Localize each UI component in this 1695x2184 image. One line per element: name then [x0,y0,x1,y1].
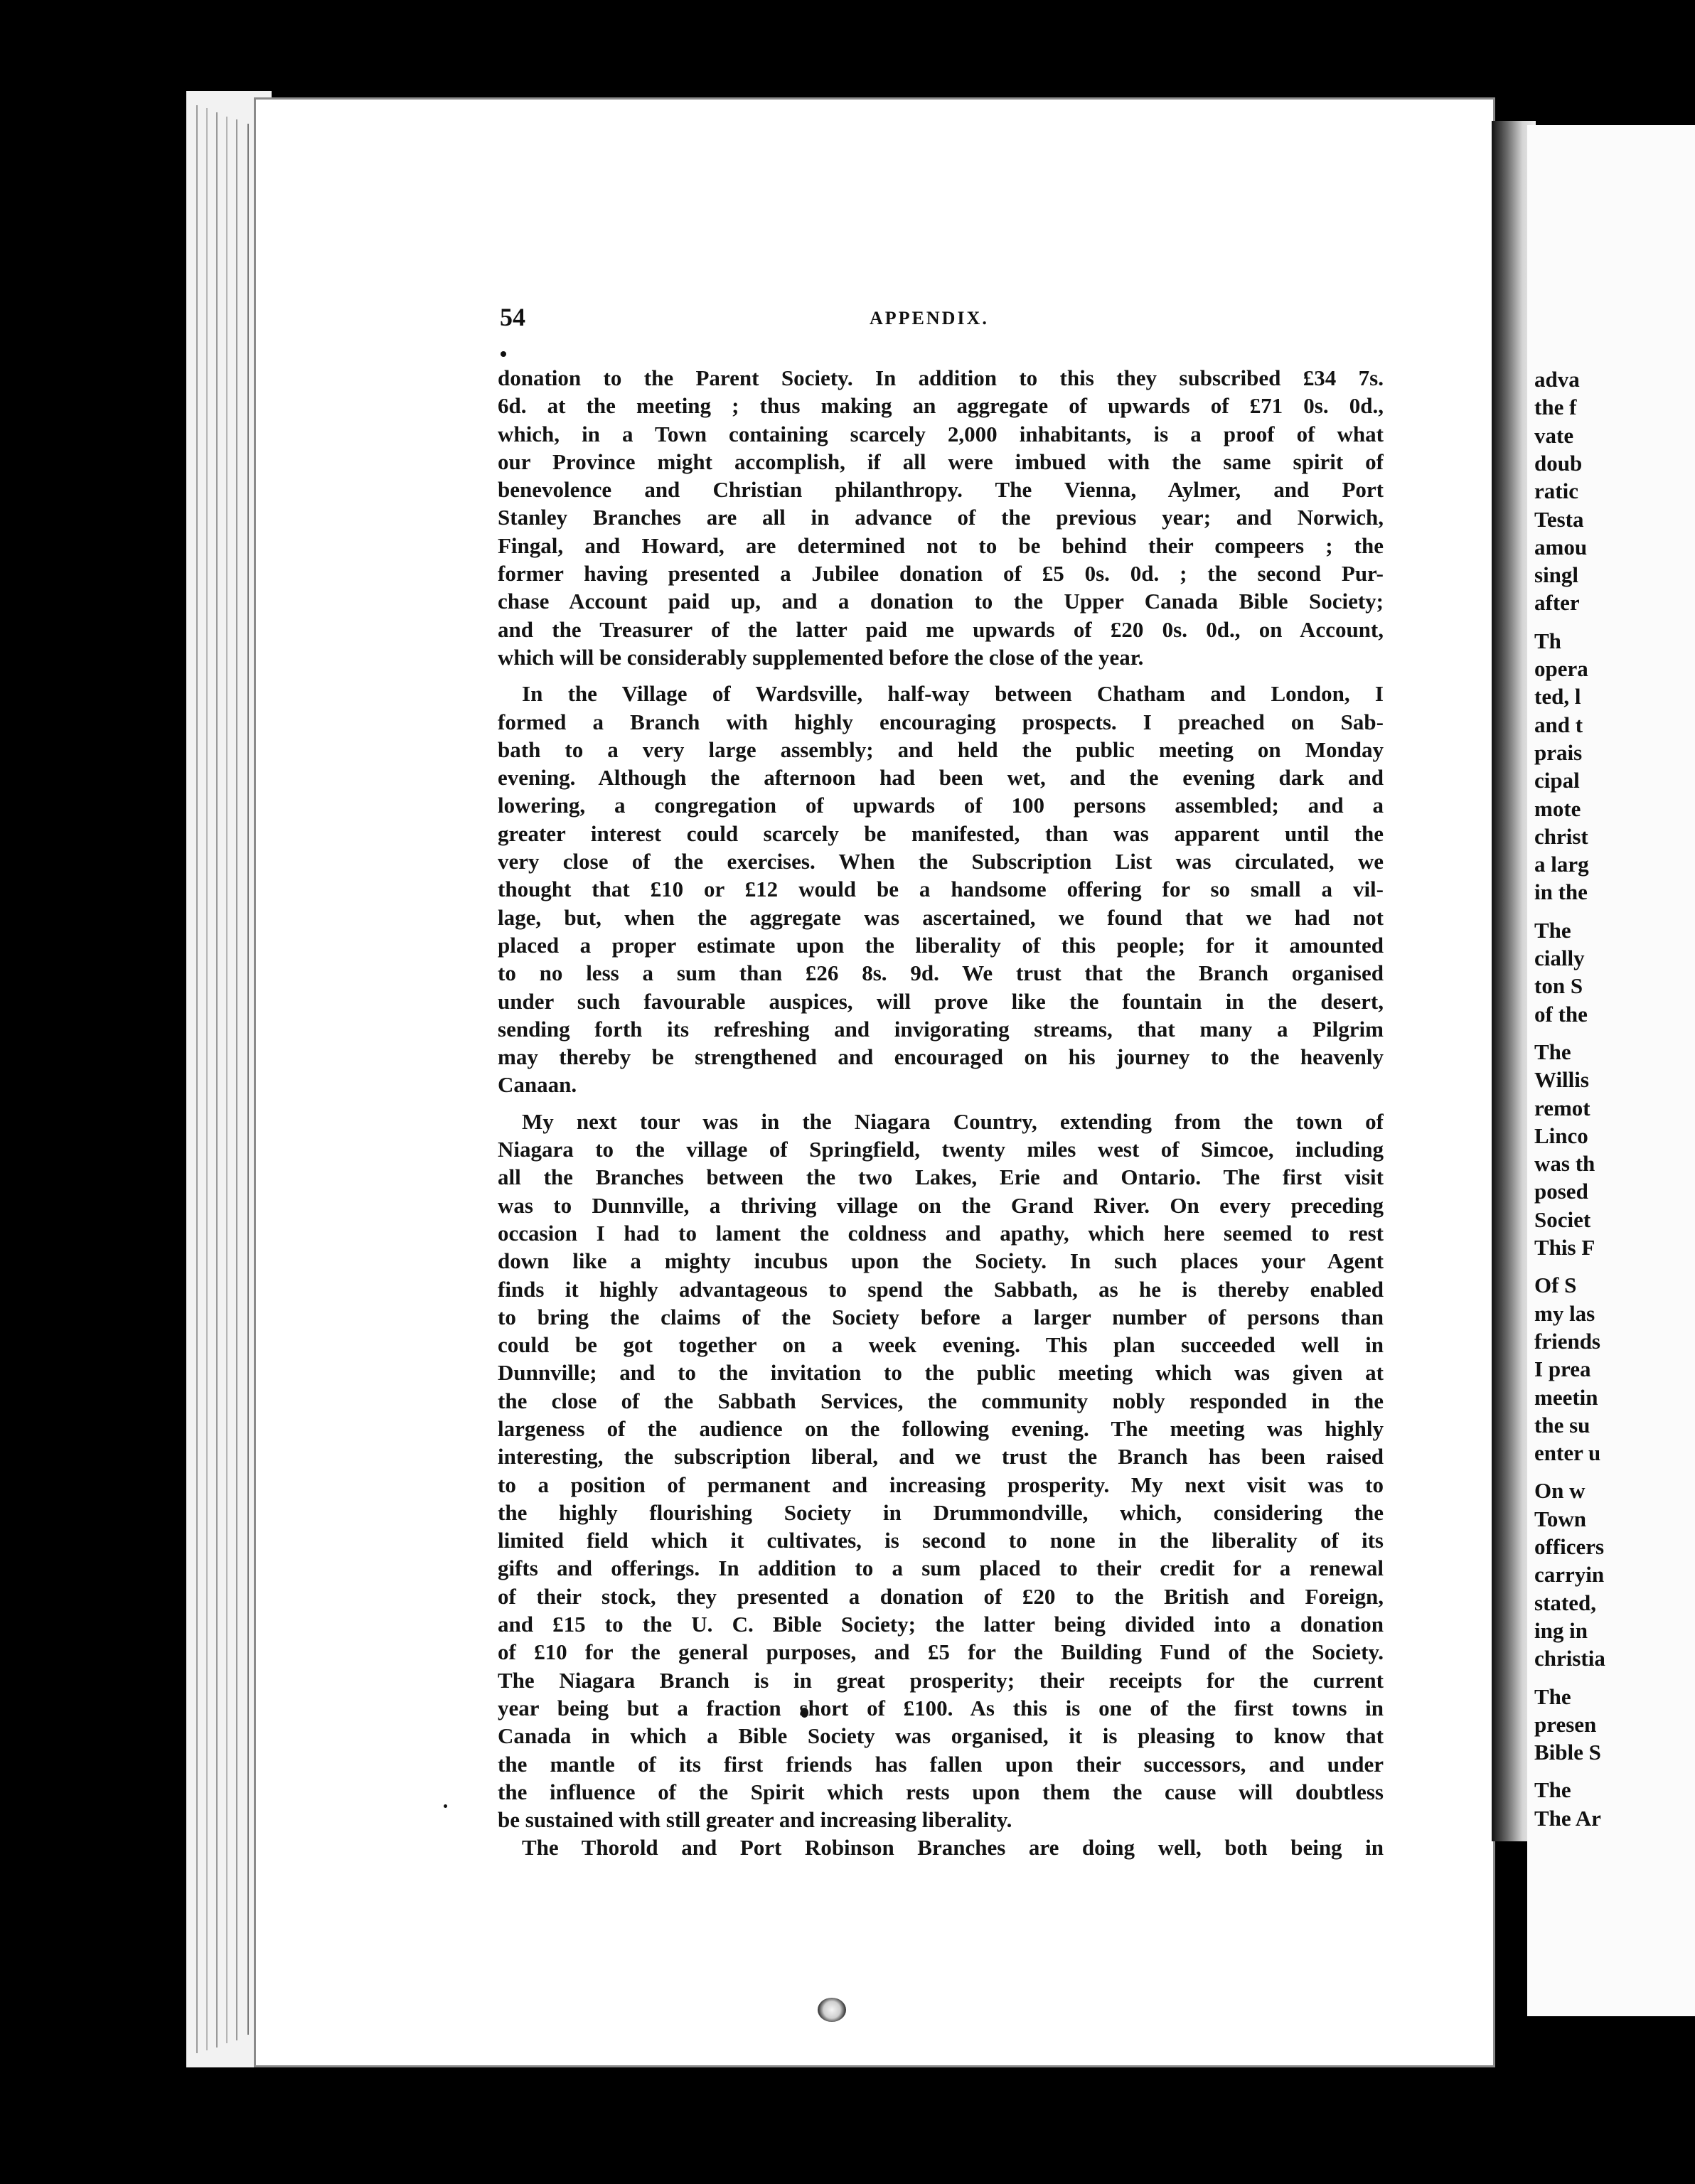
text-line: to a position of permanent and increasing prosperity. My next visit was to [498,1472,1384,1497]
text-line: My next tour was in the Niagara Country, extending from the town of [522,1108,1384,1134]
text-line: Canada in which a Bible Society was organised, it is pleasing to know that [498,1723,1384,1749]
page-edge-line [247,124,249,2035]
text-line: Niagara to the village of Springfield, twenty miles west of Simcoe, including [498,1137,1384,1162]
text-line: under such favourable auspices, will prove like the fountain in the desert, [498,988,1384,1014]
text-line: may thereby be strengthened and encouraged on his journey to the heavenly [498,1044,1384,1070]
text-line: former having presented a Jubilee donation of £5 0s. 0d. ; the second Pur- [498,561,1384,587]
text-line: of their stock, they presented a donation of £20 to the British and Foreign, [498,1583,1384,1609]
text-line: largeness of the audience on the following evening. The meeting was highly [498,1415,1384,1441]
running-head: APPENDIX. [870,308,989,328]
right-page-line-fragment: vate [1534,422,1574,448]
text-line: finds it highly advantageous to spend the Sabbath, as he is thereby enabled [498,1276,1384,1302]
text-line: lage, but, when the aggregate was ascertained, we found that we had not [498,904,1384,930]
right-page-line-fragment: ing in [1534,1617,1588,1643]
text-line: limited field which it cultivates, is second to none in the liberality of its [498,1528,1384,1553]
right-page-line-fragment: ton S [1534,973,1583,999]
text-line: placed a proper estimate upon the liberality of this people; for it amounted [498,932,1384,958]
right-page-line-fragment: opera [1534,656,1588,681]
right-page-line-fragment: stated, [1534,1590,1596,1615]
right-page-line-fragment: Of S [1534,1273,1577,1298]
page-edge-line [196,105,198,2053]
text-line: thought that £10 or £12 would be a handsome offering for so small a vil- [498,877,1384,902]
text-line: In the Village of Wardsville, half-way between Chatham and London, I [522,681,1384,707]
right-page-line-fragment: Town [1534,1506,1586,1531]
text-line: which will be considerably supplemented before the close of the year. [498,644,1144,670]
right-page-line-fragment: singl [1534,562,1579,588]
text-line: donation to the Parent Society. In addition to this they subscribed £34 7s. [498,365,1384,390]
right-page-line-fragment: ratic [1534,478,1578,504]
right-page-line-fragment: The Ar [1534,1805,1601,1831]
text-line: all the Branches between the two Lakes, Erie and Ontario. The first visit [498,1165,1384,1190]
paragraph-gap [498,671,1384,680]
text-line: could be got together on a week evening. This plan succeeded well in [498,1332,1384,1358]
right-page-line-fragment: meetin [1534,1384,1598,1410]
right-page-line-fragment: On w [1534,1478,1586,1504]
text-line: greater interest could scarcely be manifested, than was apparent until the [498,820,1384,846]
text-line: was to Dunnville, a thriving village on the Grand River. On every preceding [498,1192,1384,1218]
right-page-line-fragment: officers [1534,1534,1605,1559]
right-page-line-fragment: presen [1534,1711,1597,1737]
right-page-line-fragment: friends [1534,1328,1600,1354]
text-line: lowering, a congregation of upwards of 100 persons assembled; and a [498,793,1384,818]
text-line: be sustained with still greater and increasing liberality. [498,1807,1012,1833]
right-page-line-fragment: Bible S [1534,1740,1601,1765]
right-page-line-fragment: a larg [1534,852,1589,877]
ink-dot [444,1804,447,1808]
text-line: Fingal, and Howard, are determined not to be behind their compeers ; the [498,532,1384,558]
right-page-line-fragment: Willis [1534,1067,1589,1093]
right-page-line-fragment: Societ [1534,1206,1591,1232]
text-line: interesting, the subscription liberal, and we trust the Branch has been raised [498,1444,1384,1470]
text-line: chase Account paid up, and a donation to the Upper Canada Bible Society; [498,589,1384,614]
right-page-line-fragment: enter u [1534,1440,1601,1466]
text-line: which, in a Town containing scarcely 2,000 inhabitants, is a proof of what [498,421,1384,446]
right-page-line-fragment: The [1534,917,1571,943]
right-page-line-fragment: doub [1534,450,1583,476]
text-line: our Province might accomplish, if all were imbued with the same spirit of [498,449,1384,474]
text-line: gifts and offerings. In addition to a sum placed to their credit for a renewal [498,1556,1384,1581]
right-page-line-fragment: Th [1534,628,1561,653]
right-page-line-fragment: in the [1534,879,1588,905]
text-line: Canaan. [498,1072,577,1098]
text-line: Dunnville; and to the invitation to the public meeting which was given at [498,1360,1384,1386]
right-page-line-fragment: after [1534,590,1580,616]
right-page-line-fragment: Linco [1534,1123,1588,1148]
body-text [498,364,1384,1862]
text-line: bath to a very large assembly; and held the public meeting on Monday [498,737,1384,762]
right-page-line-fragment: and t [1534,712,1583,737]
text-line: The Thorold and Port Robinson Branches are doing well, both being in [522,1835,1384,1861]
right-page-line-fragment: Testa [1534,506,1584,532]
text-line: and £15 to the U. C. Bible Society; the latter being divided into a donation [498,1612,1384,1637]
page-header [500,302,1381,338]
right-page-line-fragment: amou [1534,534,1588,560]
text-line: evening. Although the afternoon had been wet, and the evening dark and [498,765,1384,791]
text-line: formed a Branch with highly encouraging prospects. I preached on Sab- [498,709,1384,734]
text-line: The Niagara Branch is in great prosperity; their receipts for the current [498,1667,1384,1693]
right-page-line-fragment: cipal [1534,768,1580,793]
right-page-line-fragment: remot [1534,1095,1590,1120]
text-line: down like a mighty incubus upon the Society. In such places your Agent [498,1248,1384,1274]
right-page-line-fragment: The [1534,1039,1571,1064]
scanner-artifact [818,1998,846,2022]
page-edge-line [206,108,208,2050]
text-line: year being but a fraction short of £100. As this is one of the first towns in [498,1695,1384,1720]
text-line: to no less a sum than £26 8s. 9d. We trust that the Branch organised [498,960,1384,986]
text-line: 6d. at the meeting ; thus making an aggregate of upwards of £71 0s. 0d., [498,393,1384,419]
text-line: the close of the Sabbath Services, the community nobly responded in the [498,1388,1384,1413]
right-page-line-fragment: was th [1534,1151,1595,1177]
text-line: very close of the exercises. When the Subscription List was circulated, we [498,849,1384,874]
text-line: benevolence and Christian philanthropy. The Vienna, Aylmer, and Port [498,477,1384,503]
right-page-line-fragment: the f [1534,395,1577,420]
right-page-partial [1527,125,1695,2016]
page-number: 54 [500,303,525,331]
text-line: the mantle of its first friends has fallen upon their successors, and under [498,1751,1384,1777]
page-edge-line [216,112,218,2048]
right-page-line-fragment: cially [1534,946,1585,970]
right-page-line-fragment: christia [1534,1646,1605,1671]
right-page-line-fragment: The [1534,1684,1571,1709]
page-edge-line [226,117,228,2043]
right-page-line-fragment: carryin [1534,1562,1605,1588]
text-line: sending forth its refreshing and invigorating streams, that many a Pilgrim [498,1016,1384,1042]
right-page-line-fragment: This F [1534,1235,1595,1260]
right-page-line-fragment: posed [1534,1179,1588,1204]
right-page-line-fragment: I prea [1534,1356,1591,1382]
text-line: to bring the claims of the Society before a larger number of persons than [498,1304,1384,1329]
text-line: of £10 for the general purposes, and £5 for the Building Fund of the Society. [498,1639,1384,1665]
right-page-line-fragment: the su [1534,1412,1590,1438]
right-page-line-fragment: of the [1534,1001,1588,1027]
text-line: and the Treasurer of the latter paid me upwards of £20 0s. 0d., on Account, [498,616,1384,642]
ink-dot [501,351,506,357]
right-page-line-fragment: prais [1534,739,1583,765]
right-page-line-fragment: my las [1534,1300,1595,1326]
right-page-line-fragment: adva [1534,367,1580,392]
text-line: the highly flourishing Society in Drummondville, which, considering the [498,1499,1384,1525]
page-edge-line [236,119,237,2040]
right-page-line-fragment: ted, l [1534,684,1581,710]
right-page-line-fragment: mote [1534,796,1581,821]
right-page-line-fragment: christ [1534,823,1588,849]
text-line: the influence of the Spirit which rests upon them the cause will doubtless [498,1779,1384,1804]
right-page-line-fragment: The [1534,1777,1571,1803]
text-line: Stanley Branches are all in advance of the previous year; and Norwich, [498,505,1384,530]
text-line: occasion I had to lament the coldness and apathy, which here seemed to rest [498,1220,1384,1246]
paragraph-gap [498,1099,1384,1108]
